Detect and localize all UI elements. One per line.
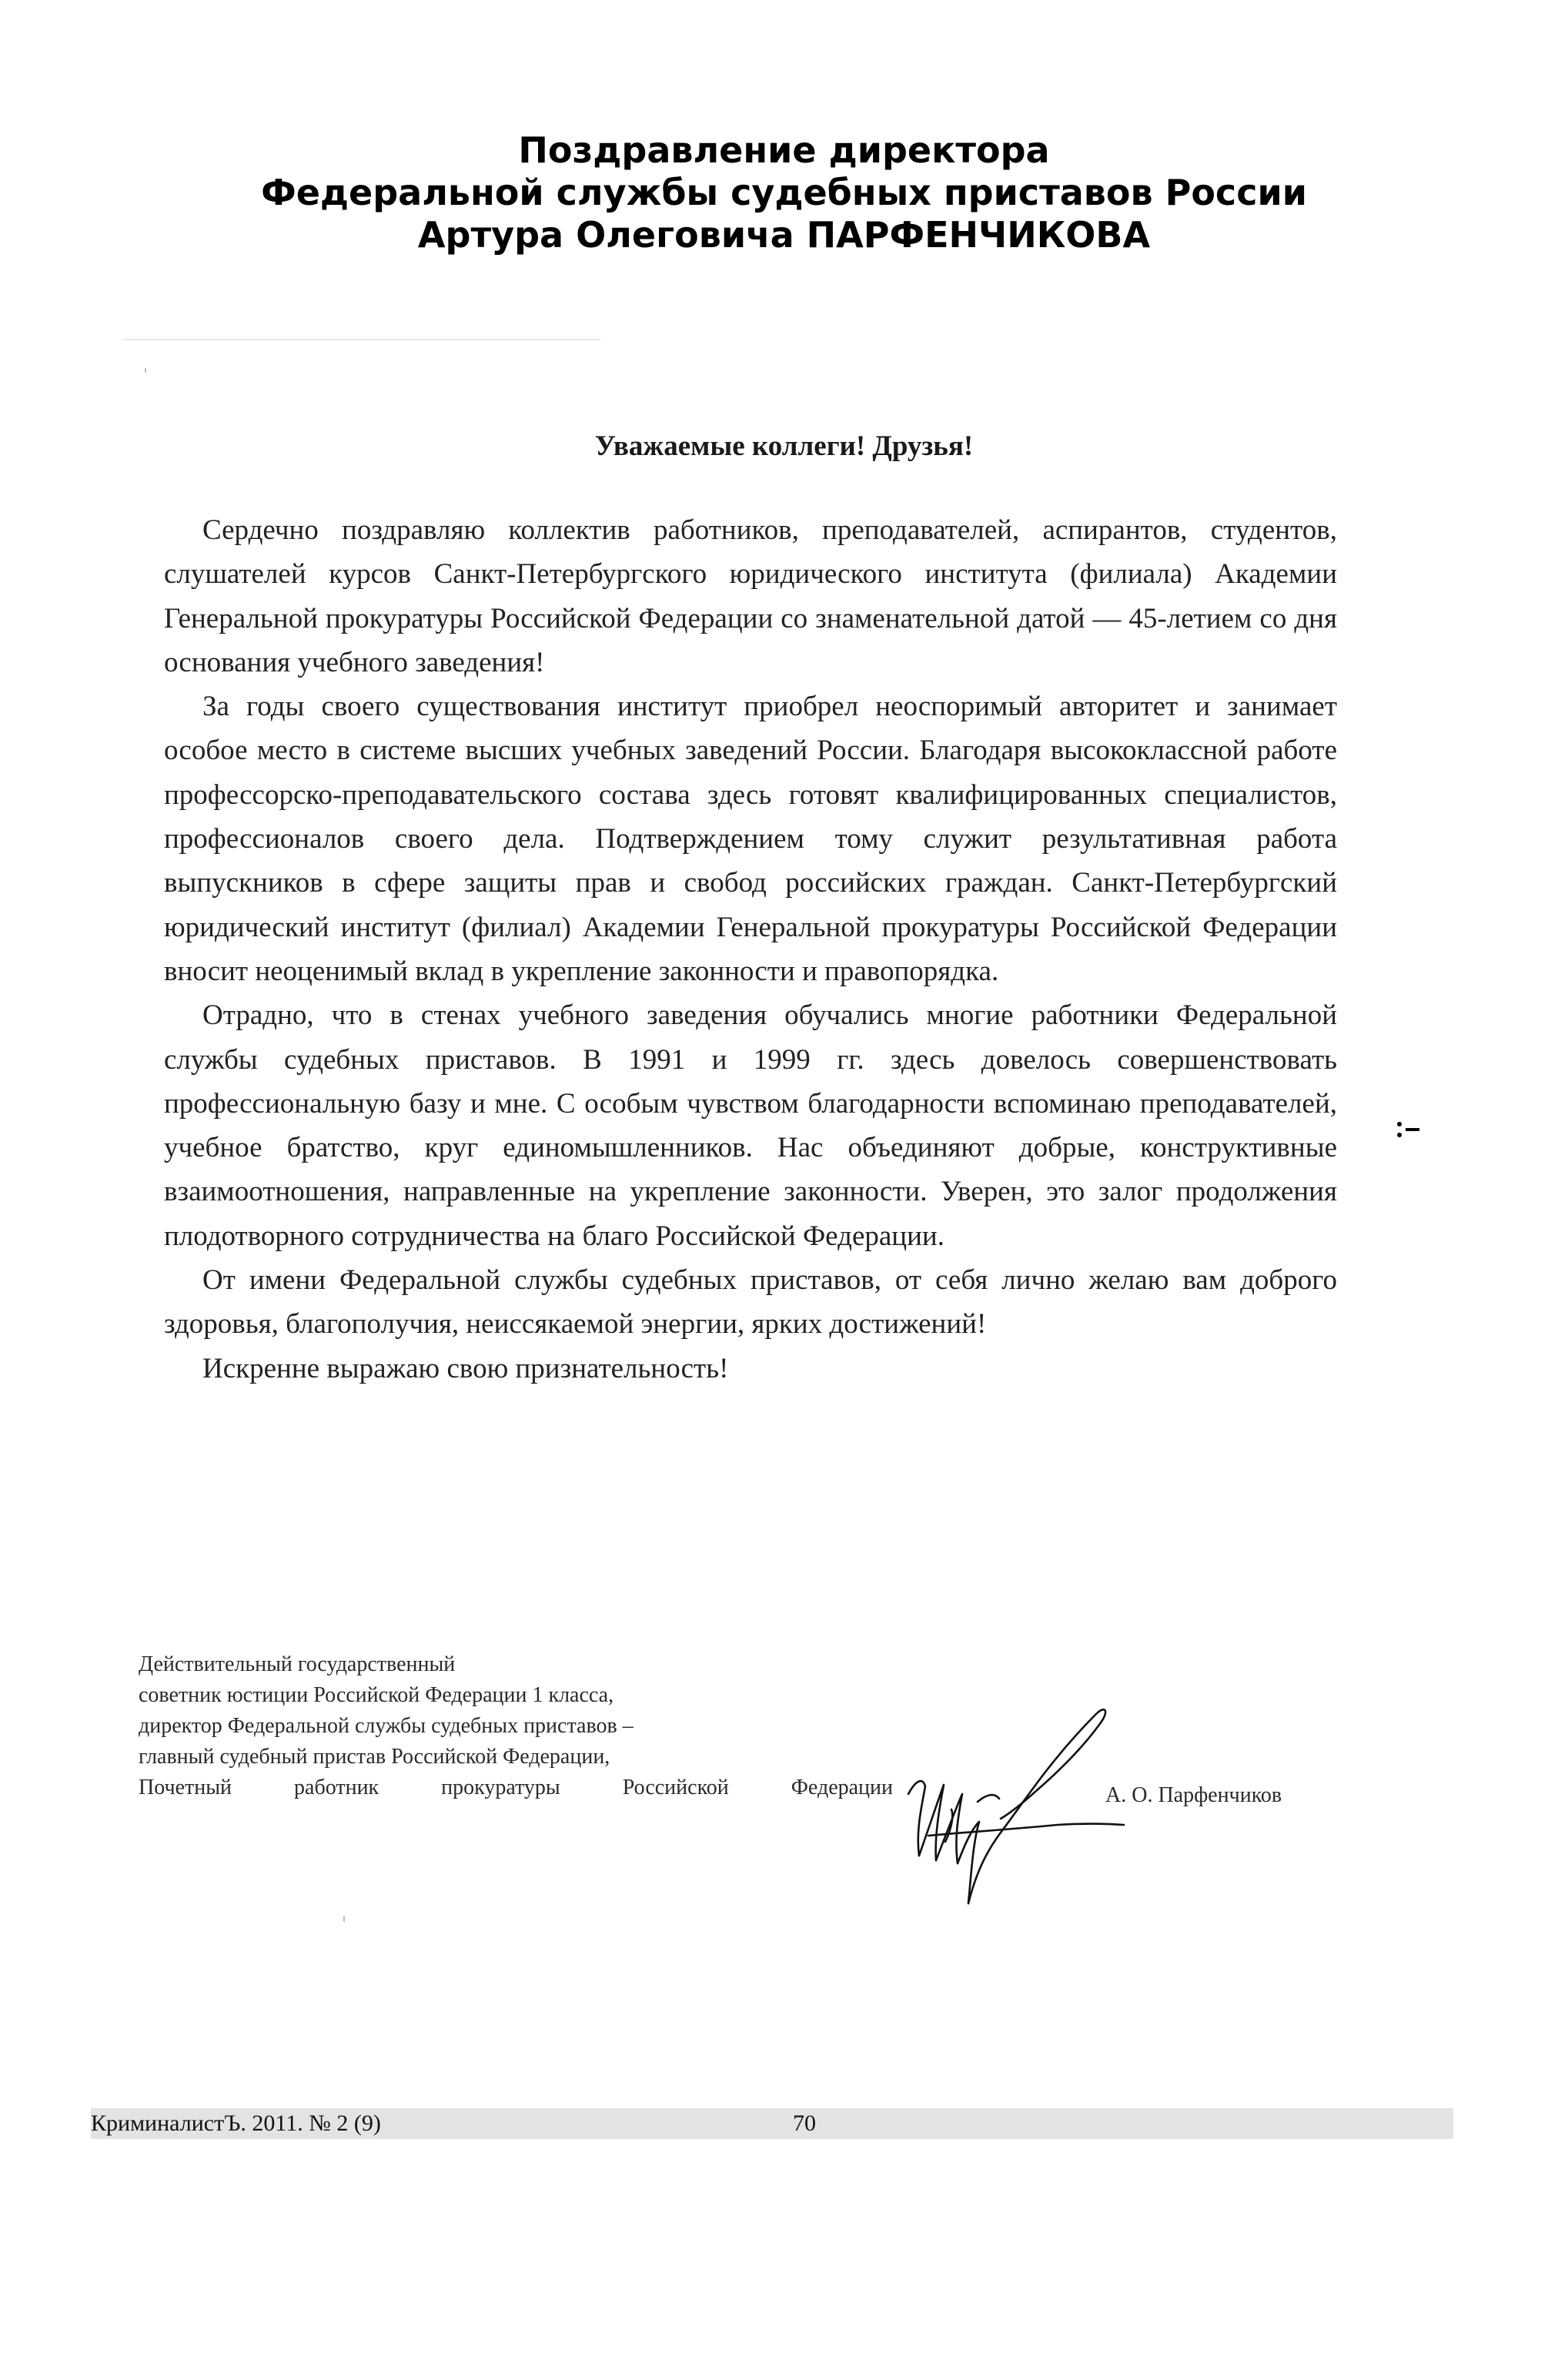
letter-salutation: Уважаемые коллеги! Друзья! [594,430,974,462]
margin-mark-icon [1393,1115,1424,1146]
letter-paragraph: За годы своего существования институт приобрел неоспоримый авторитет и занимает особое место в системе высших учебных заведений России. Благодаря высококлассной работе профессорско-преподавательского состава здесь готовят квалифицированных специалистов, профессионалов своего дела. Подтверждением тому служит результативная работа выпускников в сфере защиты прав и свобод российских граждан. Санкт-Петербургский юридический институт (филиал) Академии Генеральной прокуратуры Российской Федерации вносит неоценимый вклад в укрепление законности и правопорядка. [164,691,1337,987]
position-line: директор Федеральной службы судебных приставов – [139,1714,634,1738]
scan-speck [123,339,600,340]
letter-paragraph: Искренне выражаю свою признательность! [202,1352,729,1384]
position-line: Почетный работник прокуратуры Российской Федерации [139,1776,893,1799]
scan-speck [145,368,146,373]
title-line-1: Поздравление директора [518,129,1050,171]
title-line-2: Федеральной службы судебных приставов России [261,172,1307,213]
scan-speck [343,1916,345,1922]
position-line: Действительный государственный [139,1652,456,1676]
footer-page-number: 70 [793,2111,816,2136]
letter-paragraph: Отрадно, что в стенах учебного заведения обучались многие работники Федеральной службы судебных приставов. В 1991 и 1999 гг. здесь довелось совершенствовать профессиональную базу и мне. С особым чувством благодарности вспоминаю преподавателей, учебное братство, круг единомышленников. Нас объединяют добрые, конструктивные взаимоотношения, направленные на укрепление законности. Уверен, это залог продолжения плодотворного сотрудничества на благо Российской Федерации. [164,999,1337,1252]
signatory-position [139,1649,893,1803]
position-line: советник юстиции Российской Федерации 1 класса, [139,1683,614,1707]
title-line-3: Артура Олеговича ПАРФЕНЧИКОВА [417,214,1151,256]
signatory-name: А. О. Парфенчиков [1105,1783,1282,1807]
position-line: главный судебный пристав Российской Федерации, [139,1745,610,1769]
footer-journal-citation: КриминалистЪ. 2011. № 2 (9) [91,2111,381,2136]
letter-paragraph: Сердечно поздравляю коллектив работников, преподавателей, аспирантов, студентов, слушателей курсов Санкт-Петербургского юридического института (филиала) Академии Генеральной прокуратуры Российской Федерации со знаменательной датой — 45-летием со дня основания учебного заведения! [164,514,1337,678]
handwritten-signature-icon [885,1679,1132,1925]
letter-paragraph: От имени Федеральной службы судебных приставов, от себя лично желаю вам доброго здоровья, благополучия, неиссякаемой энергии, ярких достижений! [164,1264,1337,1341]
letter-body [164,508,1337,1391]
page-title [0,129,1568,256]
